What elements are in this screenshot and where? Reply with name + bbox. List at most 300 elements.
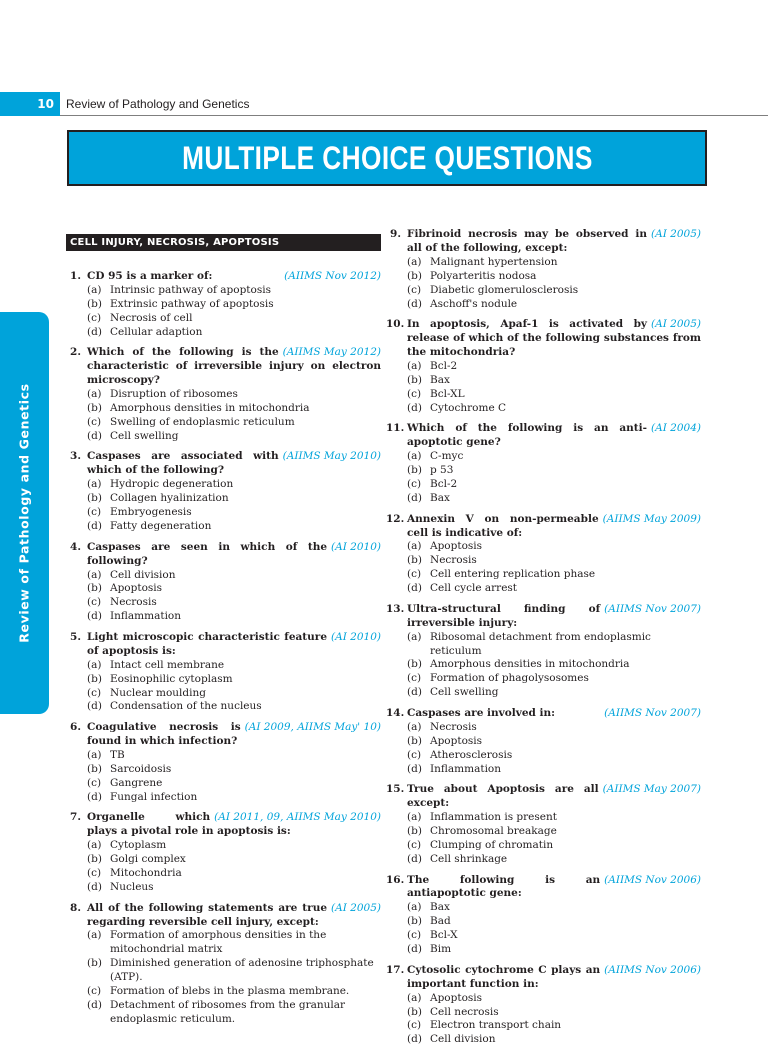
answer-option xyxy=(386,853,701,867)
section-heading: CELL INJURY, NECROSIS, APOPTOSIS xyxy=(66,234,381,251)
option-text: Electron transport chain xyxy=(430,1019,562,1032)
option-text: Embryogenesis xyxy=(110,506,192,519)
question-source: (AI 2004) xyxy=(651,422,701,435)
question-text xyxy=(407,874,701,902)
question-item xyxy=(66,721,381,804)
question-stem xyxy=(386,318,701,360)
question-number: 9. xyxy=(390,228,401,240)
option-text: C-myc xyxy=(430,450,464,463)
question-number: 4. xyxy=(70,540,81,553)
answer-option xyxy=(66,791,381,805)
option-letter: (d) xyxy=(87,700,102,713)
option-letter: (d) xyxy=(407,1033,422,1046)
running-title: Review of Pathology and Genetics xyxy=(66,97,250,111)
option-letter: (c) xyxy=(407,387,422,400)
answer-option xyxy=(66,867,381,881)
answer-option xyxy=(386,943,701,957)
option-letter: (b) xyxy=(87,297,102,310)
option-letter: (a) xyxy=(407,255,422,268)
question-stem-text: CD 95 is a marker of: xyxy=(87,270,213,282)
question-text xyxy=(407,513,701,541)
option-text: Nucleus xyxy=(110,880,154,893)
answer-option xyxy=(66,416,381,430)
question-stem-text: Ultra-structural finding of irreversible injury: xyxy=(407,602,601,629)
question-item xyxy=(386,874,701,957)
option-text: Cell swelling xyxy=(430,686,499,699)
answer-option xyxy=(66,610,381,624)
question-text xyxy=(407,603,701,631)
option-text: Extrinsic pathway of apoptosis xyxy=(110,297,274,310)
option-letter: (c) xyxy=(407,1019,422,1032)
question-stem-text: Caspases are involved in: xyxy=(407,706,556,719)
answer-option xyxy=(66,284,381,298)
question-text xyxy=(407,228,701,256)
question-stem-text: Caspases are associated with which of the following? xyxy=(87,450,279,477)
answer-option xyxy=(66,596,381,610)
answer-option xyxy=(386,658,701,672)
question-item xyxy=(66,902,381,1027)
option-text: Malignant hypertension xyxy=(430,255,558,268)
question-text xyxy=(87,721,381,749)
question-number: 16. xyxy=(386,873,405,886)
question-stem xyxy=(66,541,381,569)
left-column xyxy=(66,228,381,1034)
answer-option xyxy=(66,839,381,853)
option-text: Disruption of ribosomes xyxy=(110,388,238,401)
answer-option xyxy=(386,686,701,700)
option-letter: (b) xyxy=(407,1005,422,1018)
option-letter: (a) xyxy=(407,540,422,553)
answer-option xyxy=(386,929,701,943)
option-text: Formation of blebs in the plasma membrane. xyxy=(110,985,350,998)
option-letter: (d) xyxy=(407,297,422,310)
answer-option xyxy=(66,430,381,444)
option-letter: (b) xyxy=(407,373,422,386)
answer-option xyxy=(66,777,381,791)
question-stem xyxy=(66,631,381,659)
option-letter: (d) xyxy=(407,762,422,775)
option-text: Inflammation xyxy=(430,762,502,775)
option-letter: (d) xyxy=(87,880,102,893)
question-source: (AI 2011, 09, AIIMS May 2010) xyxy=(214,811,381,824)
question-stem-text: All of the following statements are true regarding reversible cell injury, except: xyxy=(87,901,328,928)
page-number: 10 xyxy=(0,92,60,116)
question-text xyxy=(87,270,381,284)
option-text: Necrosis xyxy=(110,596,157,609)
option-text: Nuclear moulding xyxy=(110,686,206,699)
option-text: Apoptosis xyxy=(430,734,483,747)
option-text: Bax xyxy=(430,491,450,504)
answer-option xyxy=(66,326,381,340)
option-letter: (c) xyxy=(87,311,102,324)
answer-option xyxy=(66,478,381,492)
question-stem-text: Which of the following is the characteristic of irreversible injury on electron microscopy? xyxy=(87,346,381,387)
option-letter: (d) xyxy=(407,852,422,865)
answer-option xyxy=(386,811,701,825)
question-item xyxy=(386,707,701,777)
option-letter: (c) xyxy=(87,596,102,609)
option-text: Apoptosis xyxy=(110,582,163,595)
question-text xyxy=(87,631,381,659)
answer-option xyxy=(66,506,381,520)
option-text: Bax xyxy=(430,901,450,914)
question-source: (AIIMS Nov 2012) xyxy=(284,270,381,282)
option-text: Diminished generation of adenosine triphosphate (ATP). xyxy=(110,957,374,984)
question-number: 17. xyxy=(386,963,405,976)
question-number: 2. xyxy=(70,346,81,359)
option-letter: (b) xyxy=(407,915,422,928)
question-text xyxy=(87,541,381,569)
option-text: Cell necrosis xyxy=(430,1005,499,1018)
question-stem-text: Cytosolic cytochrome C plays an important function in: xyxy=(407,963,601,990)
option-letter: (b) xyxy=(407,825,422,838)
answer-option xyxy=(386,631,701,659)
question-item xyxy=(386,318,701,415)
question-source: (AIIMS Nov 2007) xyxy=(604,602,701,615)
answer-option xyxy=(66,985,381,999)
option-letter: (b) xyxy=(87,957,102,970)
answer-option xyxy=(66,659,381,673)
option-letter: (a) xyxy=(87,568,102,581)
option-text: Cell entering replication phase xyxy=(430,568,596,581)
option-text: Bcl-X xyxy=(430,929,458,942)
question-item xyxy=(66,631,381,714)
question-stem-text: In apoptosis, Apaf-1 is activated by release of which of the following substances from the mitochondria? xyxy=(407,318,701,359)
option-letter: (d) xyxy=(407,491,422,504)
question-item xyxy=(386,603,701,700)
question-source: (AIIMS May 2012) xyxy=(282,346,381,359)
option-letter: (b) xyxy=(87,672,102,685)
option-text: Chromosomal breakage xyxy=(430,825,557,838)
answer-option xyxy=(386,763,701,777)
answer-option xyxy=(386,992,701,1006)
header-rule xyxy=(60,115,768,116)
answer-option xyxy=(386,749,701,763)
option-letter: (b) xyxy=(407,554,422,567)
answer-option xyxy=(386,256,701,270)
answer-option xyxy=(386,582,701,596)
question-text xyxy=(407,964,701,992)
option-letter: (a) xyxy=(87,478,102,491)
question-source: (AI 2005) xyxy=(651,318,701,331)
option-letter: (c) xyxy=(87,776,102,789)
question-item xyxy=(66,346,381,443)
question-stem-text: Light microscopic characteristic feature of apoptosis is: xyxy=(87,630,328,657)
question-source: (AIIMS May 2007) xyxy=(602,783,701,796)
option-letter: (a) xyxy=(407,630,422,643)
question-source: (AIIMS May 2009) xyxy=(602,512,701,525)
option-letter: (a) xyxy=(407,901,422,914)
option-letter: (a) xyxy=(87,283,102,296)
option-text: Bcl-XL xyxy=(430,387,465,400)
answer-option xyxy=(386,464,701,478)
option-letter: (a) xyxy=(87,388,102,401)
option-letter: (d) xyxy=(407,582,422,595)
question-source: (AIIMS Nov 2007) xyxy=(604,706,701,719)
question-item xyxy=(386,513,701,596)
option-text: Necrosis of cell xyxy=(110,311,193,324)
answer-option xyxy=(386,284,701,298)
option-text: Fungal infection xyxy=(110,790,198,803)
question-stem xyxy=(386,603,701,631)
option-text: Amorphous densities in mitochondria xyxy=(430,658,630,671)
answer-option xyxy=(66,957,381,985)
question-source: (AI 2009, AIIMS May' 10) xyxy=(244,721,381,734)
question-stem xyxy=(386,783,701,811)
answer-option xyxy=(386,1033,701,1047)
question-item xyxy=(386,783,701,866)
option-text: Cell division xyxy=(110,568,176,581)
question-stem-text: Organelle which plays a pivotal role in apoptosis is: xyxy=(87,811,291,838)
option-letter: (c) xyxy=(407,672,422,685)
question-stem xyxy=(66,902,381,930)
answer-option xyxy=(66,520,381,534)
option-letter: (c) xyxy=(407,568,422,581)
question-number: 5. xyxy=(70,630,81,643)
question-source: (AIIMS Nov 2006) xyxy=(604,873,701,886)
option-text: Detachment of ribosomes from the granular endoplasmic reticulum. xyxy=(110,998,346,1025)
answer-option xyxy=(386,298,701,312)
answer-option xyxy=(66,763,381,777)
option-text: Amorphous densities in mitochondria xyxy=(110,401,310,414)
question-item xyxy=(386,422,701,505)
option-text: Atherosclerosis xyxy=(430,748,513,761)
option-text: Apoptosis xyxy=(430,540,483,553)
question-item xyxy=(386,964,701,1047)
question-stem-text: The following is an antiapoptotic gene: xyxy=(407,873,601,900)
question-stem xyxy=(66,811,381,839)
option-text: Cell shrinkage xyxy=(430,852,508,865)
question-stem-text: Annexin V on non-permeable cell is indicative of: xyxy=(407,512,599,539)
option-letter: (d) xyxy=(87,325,102,338)
answer-option xyxy=(66,853,381,867)
answer-option xyxy=(386,721,701,735)
answer-option xyxy=(66,298,381,312)
question-stem-text: Coagulative necrosis is found in which infection? xyxy=(87,721,241,748)
question-number: 1. xyxy=(70,270,81,282)
answer-option xyxy=(386,915,701,929)
option-text: Mitochondria xyxy=(110,867,182,880)
question-stem xyxy=(66,346,381,388)
question-stem xyxy=(386,513,701,541)
option-letter: (d) xyxy=(87,429,102,442)
option-letter: (a) xyxy=(87,748,102,761)
option-letter: (b) xyxy=(407,269,422,282)
option-letter: (a) xyxy=(87,839,102,852)
question-text xyxy=(407,318,701,360)
option-text: Bim xyxy=(430,943,452,956)
option-text: Aschoff's nodule xyxy=(430,297,518,310)
option-letter: (c) xyxy=(87,506,102,519)
option-text: Sarcoidosis xyxy=(110,762,172,775)
question-source: (AI 2010) xyxy=(331,630,381,643)
answer-option xyxy=(386,492,701,506)
answer-option xyxy=(386,374,701,388)
option-text: Bax xyxy=(430,373,450,386)
option-text: Fatty degeneration xyxy=(110,520,212,532)
answer-option xyxy=(386,1019,701,1033)
question-stem xyxy=(66,450,381,478)
question-text xyxy=(87,811,381,839)
question-item xyxy=(66,811,381,894)
option-letter: (c) xyxy=(407,838,422,851)
question-stem xyxy=(386,874,701,902)
question-item xyxy=(66,541,381,624)
question-stem-text: Which of the following is an anti-apoptotic gene? xyxy=(407,422,648,449)
option-text: Formation of phagolysosomes xyxy=(430,672,589,685)
option-letter: (b) xyxy=(87,401,102,414)
option-letter: (a) xyxy=(407,720,422,733)
option-letter: (c) xyxy=(87,867,102,880)
option-text: Bcl-2 xyxy=(430,478,458,490)
question-stem-text: True about Apoptosis are all except: xyxy=(407,783,599,810)
question-number: 11. xyxy=(386,422,405,435)
question-text xyxy=(407,707,701,721)
question-text xyxy=(87,450,381,478)
option-letter: (b) xyxy=(407,734,422,747)
question-stem xyxy=(386,964,701,992)
side-tab-label: Review of Pathology and Genetics xyxy=(16,383,32,643)
option-text: Condensation of the nucleus xyxy=(110,700,262,713)
option-text: Bad xyxy=(430,915,451,928)
option-text: Golgi complex xyxy=(110,853,186,866)
question-text xyxy=(407,783,701,811)
question-text xyxy=(87,346,381,388)
option-letter: (d) xyxy=(407,943,422,956)
answer-option xyxy=(66,312,381,326)
answer-option xyxy=(66,388,381,402)
question-source: (AIIMS Nov 2006) xyxy=(604,963,701,976)
option-letter: (b) xyxy=(407,658,422,671)
option-letter: (c) xyxy=(87,686,102,699)
question-text xyxy=(87,902,381,930)
option-text: Hydropic degeneration xyxy=(110,478,234,491)
option-letter: (c) xyxy=(407,283,422,296)
option-text: Cellular adaption xyxy=(110,325,203,338)
question-number: 10. xyxy=(386,318,405,331)
option-letter: (a) xyxy=(407,450,422,463)
option-text: Cell swelling xyxy=(110,429,179,442)
option-letter: (d) xyxy=(87,790,102,803)
option-text: Ribosomal detachment from endoplasmic reticulum xyxy=(430,630,651,657)
question-source: (AIIMS May 2010) xyxy=(282,450,381,463)
answer-option xyxy=(66,700,381,714)
option-text: Formation of amorphous densities in the mitochondrial matrix xyxy=(110,929,327,956)
option-letter: (c) xyxy=(407,478,422,490)
question-number: 7. xyxy=(70,811,81,824)
title-banner xyxy=(67,130,707,186)
option-letter: (d) xyxy=(87,610,102,623)
option-text: TB xyxy=(110,748,125,761)
question-number: 8. xyxy=(70,901,81,914)
option-text: Necrosis xyxy=(430,720,477,733)
option-text: Necrosis xyxy=(430,554,477,567)
answer-option xyxy=(386,825,701,839)
option-letter: (b) xyxy=(87,492,102,505)
answer-option xyxy=(66,492,381,506)
answer-option xyxy=(386,1006,701,1020)
answer-option xyxy=(66,881,381,895)
answer-option xyxy=(386,554,701,568)
option-text: Cell division xyxy=(430,1033,496,1046)
question-number: 14. xyxy=(386,706,405,719)
question-number: 12. xyxy=(386,512,405,525)
question-number: 13. xyxy=(386,602,405,615)
answer-option xyxy=(386,360,701,374)
question-stem-text: Fibrinoid necrosis may be observed in all of the following, except: xyxy=(407,228,648,254)
option-text: Cytoplasm xyxy=(110,839,167,852)
option-letter: (c) xyxy=(407,929,422,942)
side-tab xyxy=(0,312,49,714)
question-source: (AI 2005) xyxy=(331,901,381,914)
option-text: Diabetic glomerulosclerosis xyxy=(430,283,579,296)
question-stem xyxy=(386,422,701,450)
option-text: Inflammation xyxy=(110,610,182,623)
question-stem-text: Caspases are seen in which of the following? xyxy=(87,540,328,567)
option-letter: (b) xyxy=(407,464,422,477)
answer-option xyxy=(386,402,701,416)
answer-option xyxy=(66,687,381,701)
option-letter: (c) xyxy=(87,985,102,998)
option-text: Cell cycle arrest xyxy=(430,582,518,595)
option-text: Bcl-2 xyxy=(430,359,458,372)
answer-option xyxy=(386,478,701,492)
option-letter: (d) xyxy=(87,998,102,1011)
question-stem xyxy=(66,270,381,284)
question-stem xyxy=(66,721,381,749)
question-source: (AI 2010) xyxy=(331,540,381,553)
option-text: Cytochrome C xyxy=(430,401,507,414)
answer-option xyxy=(66,582,381,596)
right-column xyxy=(386,228,701,1054)
question-number: 15. xyxy=(386,783,405,796)
option-letter: (c) xyxy=(407,748,422,761)
option-text: Polyarteritis nodosa xyxy=(430,269,537,282)
answer-option xyxy=(386,540,701,554)
option-text: Clumping of chromatin xyxy=(430,838,554,851)
answer-option xyxy=(66,999,381,1027)
option-letter: (a) xyxy=(87,658,102,671)
option-letter: (a) xyxy=(407,991,422,1004)
answer-option xyxy=(66,569,381,583)
answer-option xyxy=(66,749,381,763)
answer-option xyxy=(386,901,701,915)
option-text: Intact cell membrane xyxy=(110,658,225,671)
answer-option xyxy=(66,673,381,687)
option-letter: (d) xyxy=(407,401,422,414)
question-number: 3. xyxy=(70,450,81,463)
banner-title: MULTIPLE CHOICE QUESTIONS xyxy=(181,139,593,176)
answer-option xyxy=(386,450,701,464)
option-text: Inflammation is present xyxy=(430,811,557,824)
option-letter: (a) xyxy=(407,359,422,372)
answer-option xyxy=(386,568,701,582)
option-letter: (c) xyxy=(87,415,102,428)
question-item xyxy=(386,228,701,311)
answer-option xyxy=(386,672,701,686)
option-text: p 53 xyxy=(430,464,454,477)
answer-option xyxy=(386,735,701,749)
question-item xyxy=(66,450,381,533)
answer-option xyxy=(386,388,701,402)
option-text: Collagen hyalinization xyxy=(110,492,229,505)
answer-option xyxy=(386,839,701,853)
option-text: Swelling of endoplasmic reticulum xyxy=(110,415,295,428)
question-source: (AI 2005) xyxy=(651,228,701,240)
option-letter: (b) xyxy=(87,582,102,595)
option-letter: (b) xyxy=(87,762,102,775)
answer-option xyxy=(66,402,381,416)
